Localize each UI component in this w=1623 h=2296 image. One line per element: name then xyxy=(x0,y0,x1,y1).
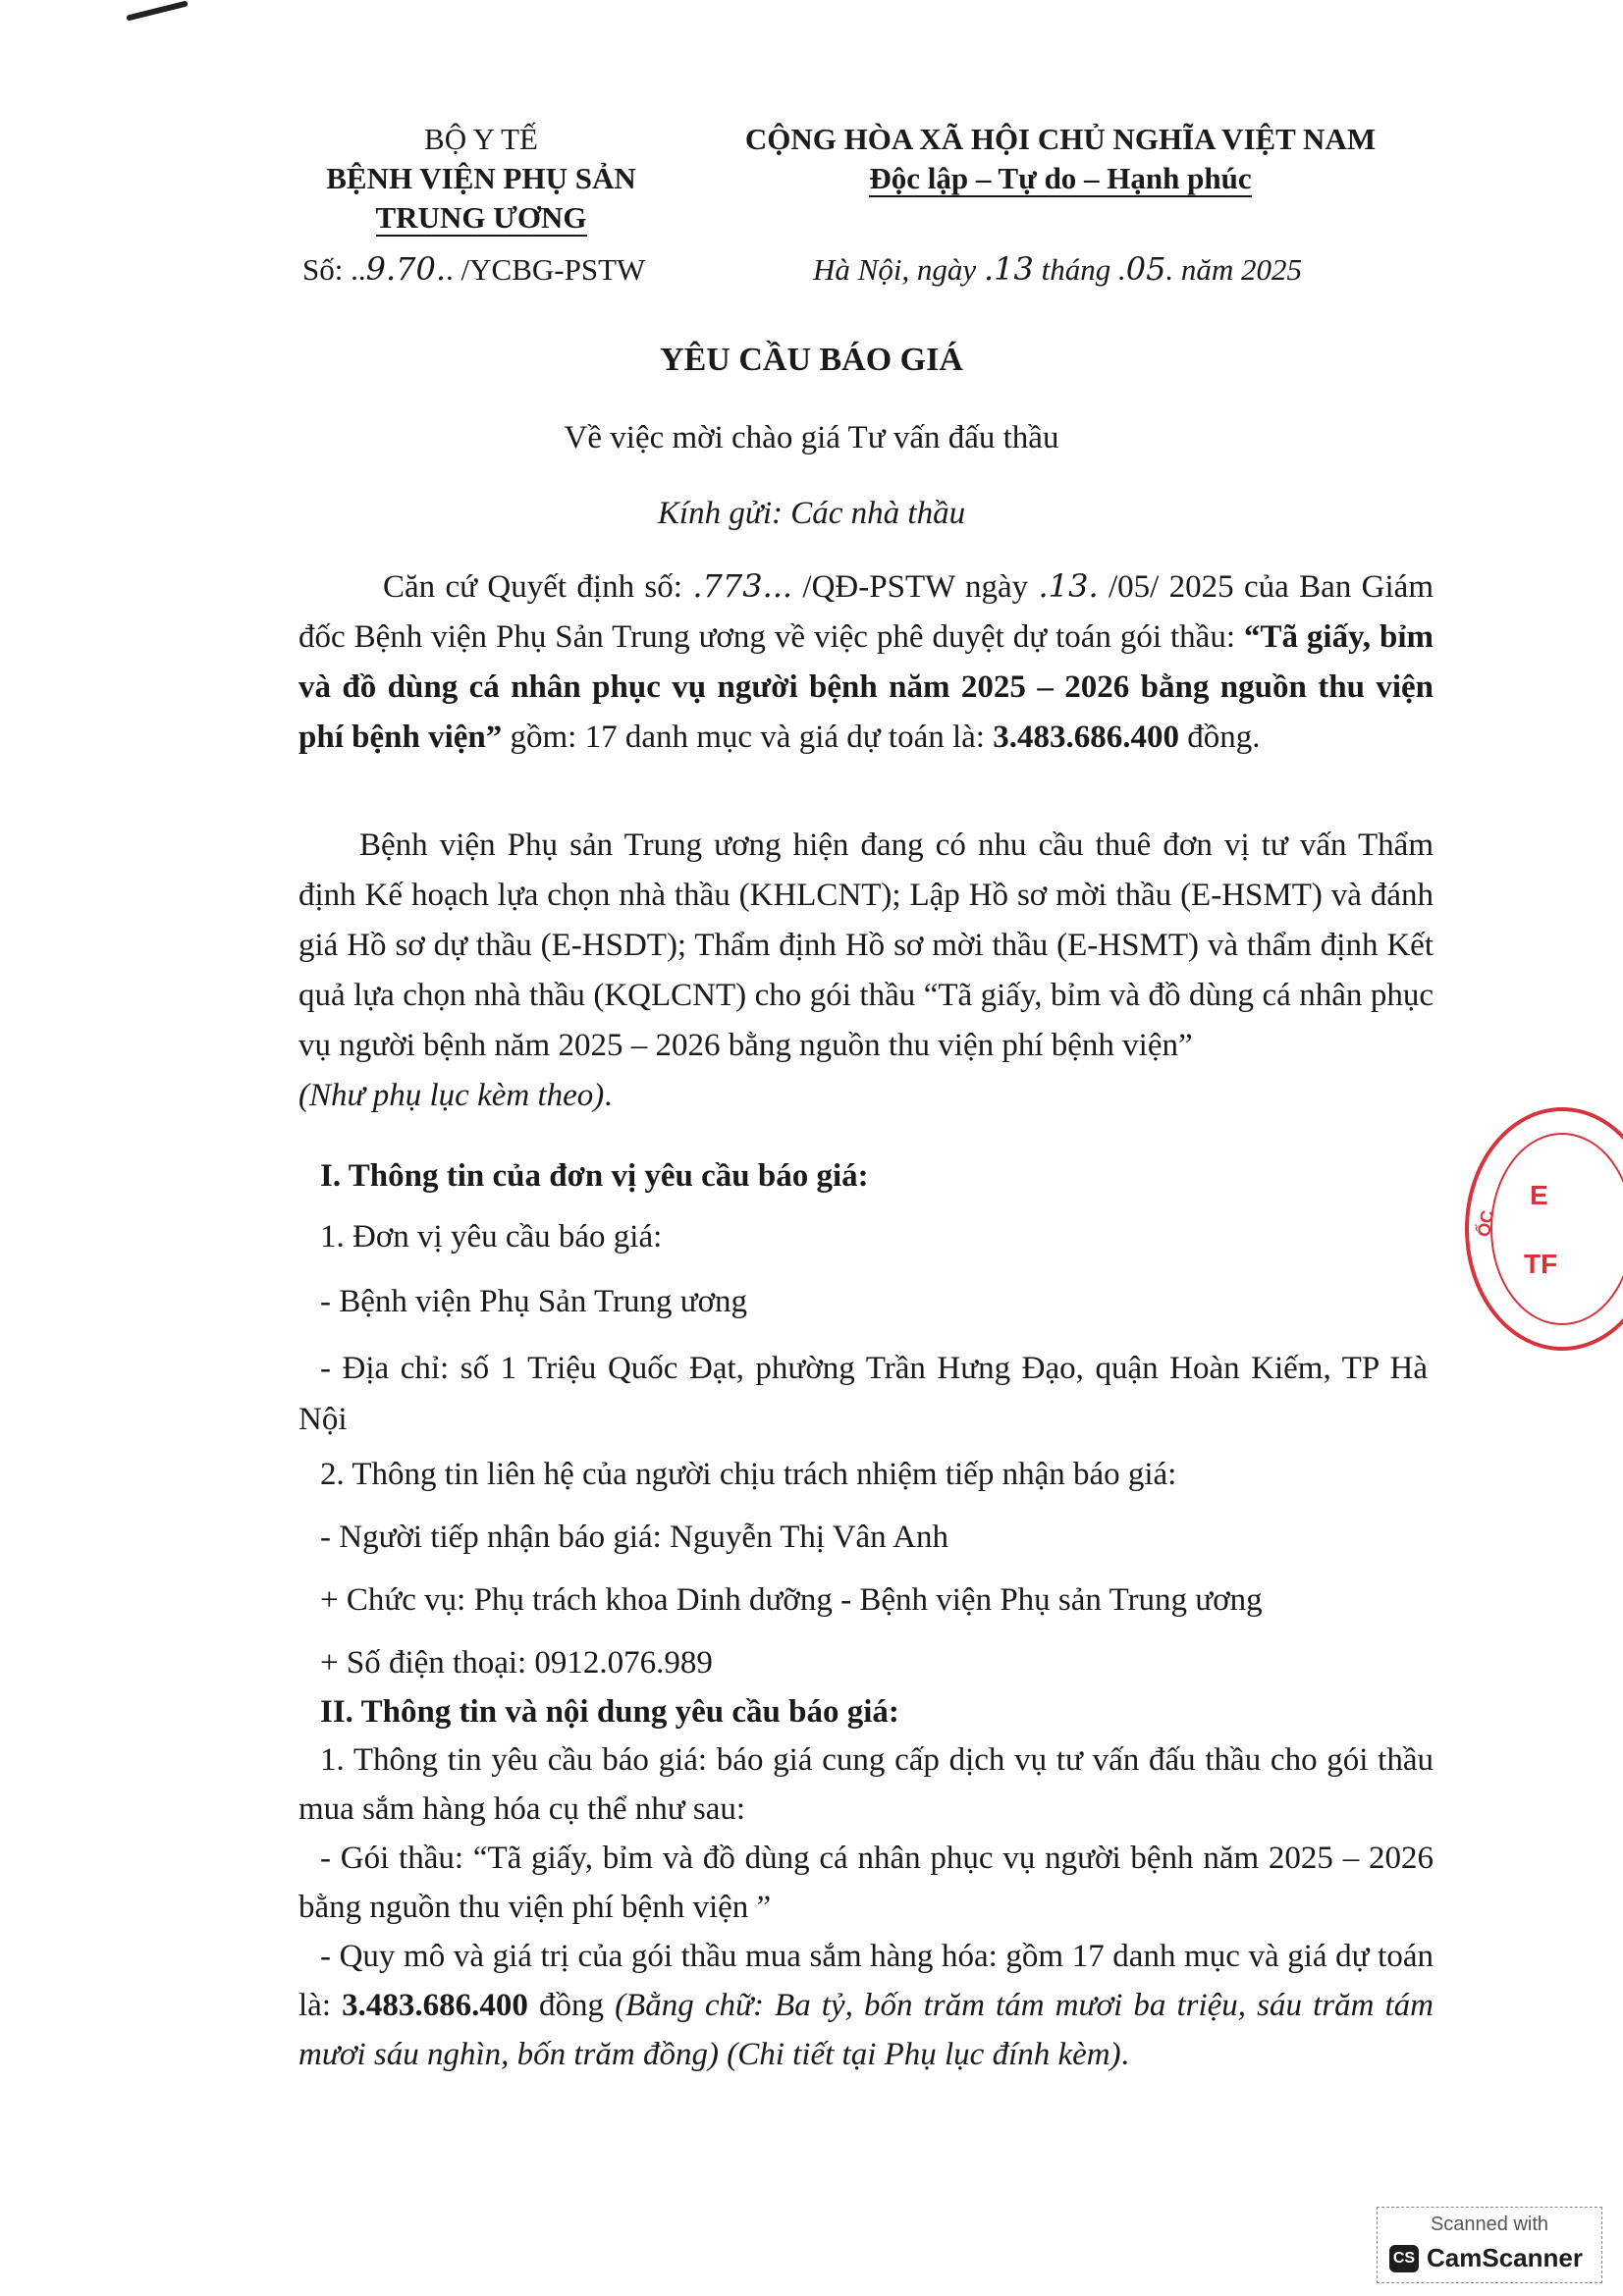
appendix-note: (Như phụ lục kèm theo) xyxy=(298,1078,605,1113)
requesting-unit: - Bệnh viện Phụ Sản Trung ương xyxy=(320,1284,748,1319)
hospital-name-line1: BỆNH VIỆN PHỤ SẢN xyxy=(326,161,636,195)
section-2-item-1: 1. Thông tin yêu cầu báo giá: báo giá cung cấp dịch vụ tư vấn đấu thầu cho gói thầu mua sắm hàng hóa cụ thể như sau: xyxy=(298,1742,1434,1827)
decision-number-handwritten: .773... xyxy=(692,567,793,605)
camscanner-watermark: Scanned with CS CamScanner xyxy=(1377,2207,1602,2283)
receiver-phone: + Số điện thoại: 0912.076.989 xyxy=(320,1645,713,1681)
document-number-handwritten: 9.70. xyxy=(365,250,447,288)
date-month-handwritten: 05 xyxy=(1125,250,1166,288)
section-1-heading: I. Thông tin của đơn vị yêu cầu báo giá: xyxy=(320,1158,869,1194)
camscanner-logo-icon: CS xyxy=(1389,2245,1419,2272)
national-motto: Độc lập – Tự do – Hạnh phúc xyxy=(869,161,1252,195)
scan-mark xyxy=(126,0,189,21)
receiver-name: - Người tiếp nhận báo giá: Nguyễn Thị Vân Anh xyxy=(320,1520,948,1555)
unit-address: - Địa chỉ: số 1 Triệu Quốc Đạt, phường Trần Hưng Đạo, quận Hoàn Kiếm, TP Hà Nội xyxy=(298,1351,1428,1437)
package-line: - Gói thầu: “Tã giấy, bỉm và đồ dùng cá nhân phục vụ người bệnh năm 2025 – 2026 bằng nguồn thu viện phí bệnh viện ” xyxy=(298,1841,1434,1925)
amount-in-words: (Bằng chữ: Ba tỷ, bốn trăm tám mươi ba triệu, sáu trăm tám mươi sáu nghìn, bốn trăm đồng) (Chi tiết tại Phụ lục đính kèm) xyxy=(298,1988,1434,2072)
ministry-name: BỘ Y TẾ xyxy=(424,122,538,156)
consulting-need-paragraph: Bệnh viện Phụ sản Trung ương hiện đang có nhu cầu thuê đơn vị tư vấn Thẩm định Kế hoạch lựa chọn nhà thầu (KHLCNT); Lập Hồ sơ mời thầu (E-HSMT) và đánh giá Hồ sơ dự thầu (E-HSDT); Thẩm định Hồ sơ mời thầu (E-HSMT) và thẩm định Kết quả lựa chọn nhà thầu (KQLCNT) cho gói thầu “Tã giấy, bỉm và đồ dùng cá nhân phục vụ người bệnh năm 2025 – 2026 bằng nguồn thu viện phí bệnh viện” (Như phụ lục kèm theo). xyxy=(298,828,1434,1113)
document-number: Số: ..9.70.. /YCBG-PSTW xyxy=(302,250,646,288)
section-2-heading: II. Thông tin và nội dung yêu cầu báo giá: xyxy=(320,1694,899,1730)
document-title: YÊU CẦU BÁO GIÁ xyxy=(660,342,963,378)
national-header xyxy=(687,120,1434,198)
greeting: Kính gửi: Các nhà thầu xyxy=(657,496,966,531)
section-1-item-2: 2. Thông tin liên hệ của người chịu trách nhiệm tiếp nhận báo giá: xyxy=(320,1457,1177,1492)
document-subject: Về việc mời chào giá Tư vấn đấu thầu xyxy=(564,420,1059,455)
country-name: CỘNG HÒA XÃ HỘI CHỦ NGHĨA VIỆT NAM xyxy=(744,122,1377,156)
legal-basis-paragraph: Căn cứ Quyết định số: .773... /QĐ-PSTW ngày .13. /05/ 2025 của Ban Giám đốc Bệnh viện Phụ Sản Trung ương về việc phê duyệt dự toán gói thầu: “Tã giấy, bỉm và đồ dùng cá nhân phục vụ người bệnh năm 2025 – 2026 bằng nguồn thu viện phí bệnh viện” gồm: 17 danh mục và giá dự toán là: 3.483.686.400 đồng. xyxy=(298,567,1434,755)
estimate-amount: 3.483.686.400 xyxy=(993,720,1179,755)
section-1-item-1: 1. Đơn vị yêu cầu báo giá: xyxy=(320,1219,663,1255)
red-seal-stamp: E TF ỐC xyxy=(1465,1107,1623,1351)
scale-amount: 3.483.686.400 xyxy=(342,1988,528,2023)
package-name-bold: “Tã giấy, bỉm và đồ dùng cá nhân phục vụ người bệnh năm 2025 – 2026 bằng nguồn thu viện phí bệnh viện” xyxy=(298,619,1434,755)
issuer-block xyxy=(295,120,668,238)
document-date: Hà Nội, ngày .13 tháng .05. năm 2025 xyxy=(813,250,1303,288)
hospital-name-line2: TRUNG ƯƠNG xyxy=(375,200,587,235)
package-scale: - Quy mô và giá trị của gói thầu mua sắm hàng hóa: gồm 17 danh mục và giá dự toán là: 3.483.686.400 đồng (Bằng chữ: Ba tỷ, bốn trăm tám mươi ba triệu, sáu trăm tám mươi sáu nghìn, bốn trăm đồng) (Chi tiết tại Phụ lục đính kèm). xyxy=(298,1939,1434,2072)
receiver-position: + Chức vụ: Phụ trách khoa Dinh dưỡng - Bệnh viện Phụ sản Trung ương xyxy=(320,1582,1263,1618)
date-day-handwritten: .13 xyxy=(983,250,1034,288)
decision-day-handwritten: .13. xyxy=(1038,567,1099,605)
